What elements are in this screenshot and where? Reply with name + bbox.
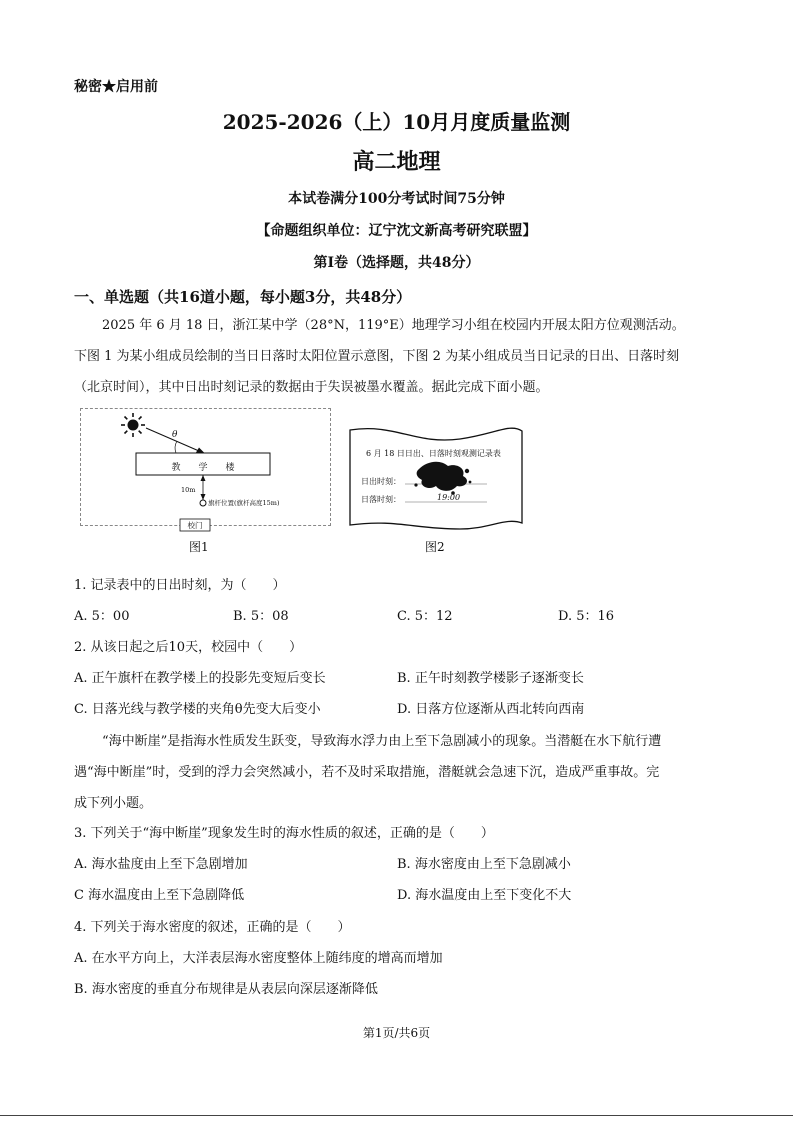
question1-option-c: C. 5：12: [397, 609, 453, 624]
gate-label: 校门: [187, 521, 203, 530]
sunset-label: 日落时刻：: [361, 495, 401, 504]
figure1-caption: 图1: [189, 540, 209, 554]
building-label: 教 学 楼: [171, 463, 235, 473]
page-bottom-rule: [0, 1115, 793, 1116]
question4-option-b: B. 海水密度的垂直分布规律是从表层向深层逐渐降低: [74, 982, 378, 997]
question4-option-a: A. 在水平方向上，大洋表层海水密度整体上随纬度的增高而增加: [74, 951, 443, 966]
question3-stem: 3. 下列关于“海中断崖”现象发生时的海水性质的叙述，正确的是（ ）: [74, 826, 494, 841]
section-heading: 一、单选题（共16道小题，每小题3分，共48分）: [74, 288, 412, 306]
question1-option-b: B. 5：08: [233, 609, 289, 624]
confidential-mark: 秘密★启用前: [74, 79, 158, 95]
question2-option-a: A. 正午旗杆在教学楼上的投影先变短后变长: [74, 671, 326, 686]
question3-option-b: B. 海水密度由上至下急剧减小: [397, 857, 571, 872]
question3-option-a: A. 海水盐度由上至下急剧增加: [74, 857, 248, 872]
exam-title: 2025-2026（上）10月月度质量监测: [222, 110, 571, 134]
passage1-line2: 下图 1 为某小组成员绘制的当日日落时太阳位置示意图，下图 2 为某小组成员当日记录的日出、日落时刻: [74, 349, 680, 364]
question2-option-d: D. 日落方位逐渐从西北转向西南: [397, 702, 585, 717]
question3-option-c: C 海水温度由上至下急剧降低: [74, 888, 245, 903]
flagpole-marker: [200, 500, 206, 506]
question4-stem: 4. 下列关于海水密度的叙述，正确的是（ ）: [74, 920, 351, 935]
sunrise-label: 日出时刻：: [361, 477, 401, 486]
question2-stem: 2. 从该日起之后10天，校园中（ ）: [74, 640, 303, 655]
passage1-line3: （北京时间），其中日出时刻记录的数据由于失误被墨水覆盖。据此完成下面小题。: [74, 380, 549, 395]
angle-label: θ: [172, 430, 178, 440]
sunset-value: 19:00: [437, 493, 461, 502]
question2-option-c: C. 日落光线与教学楼的夹角θ先变大后变小: [74, 702, 321, 717]
exam-info: 本试卷满分100分考试时间75分钟: [288, 191, 505, 207]
question1-option-d: D. 5：16: [558, 609, 615, 624]
organizer-line: 【命题组织单位：辽宁沈文新高考研究联盟】: [256, 223, 537, 239]
question1-stem: 1. 记录表中的日出时刻，为（ ）: [74, 578, 286, 593]
flagpole-label: 旗杆位置(旗杆高度15m): [208, 499, 280, 507]
question2-option-b: B. 正午时刻教学楼影子逐渐变长: [397, 671, 584, 686]
passage2-line3: 成下列小题。: [74, 796, 153, 811]
question3-option-d: D. 海水温度由上至下变化不大: [397, 888, 572, 903]
passage2-line2: 遇“海中断崖”时，受到的浮力会突然减小，若不及时采取措施，潜艇就会急速下沉，造成严重事故。完: [74, 765, 660, 780]
figure2-caption: 图2: [425, 540, 445, 554]
record-table-title: 6 月 18 日日出、日落时刻观测记录表: [366, 449, 501, 458]
subject-title: 高二地理: [352, 149, 441, 175]
angle-arc: [175, 441, 177, 453]
passage2-line1: “海中断崖”是指海水性质发生跃变，导致海水浮力由上至下急剧减小的现象。当潜艇在水下航行遭: [102, 734, 662, 749]
sun-icon: [121, 413, 145, 437]
distance-label: 10m: [181, 486, 196, 494]
question1-option-a: A. 5：00: [74, 609, 130, 624]
page-number: 第1页/共6页: [362, 1026, 431, 1040]
volume-heading: 第Ⅰ卷（选择题，共48分）: [313, 255, 480, 271]
passage1-line1: 2025 年 6 月 18 日，浙江某中学（28°N，119°E）地理学习小组在校园内开展太阳方位观测活动。: [102, 318, 685, 333]
